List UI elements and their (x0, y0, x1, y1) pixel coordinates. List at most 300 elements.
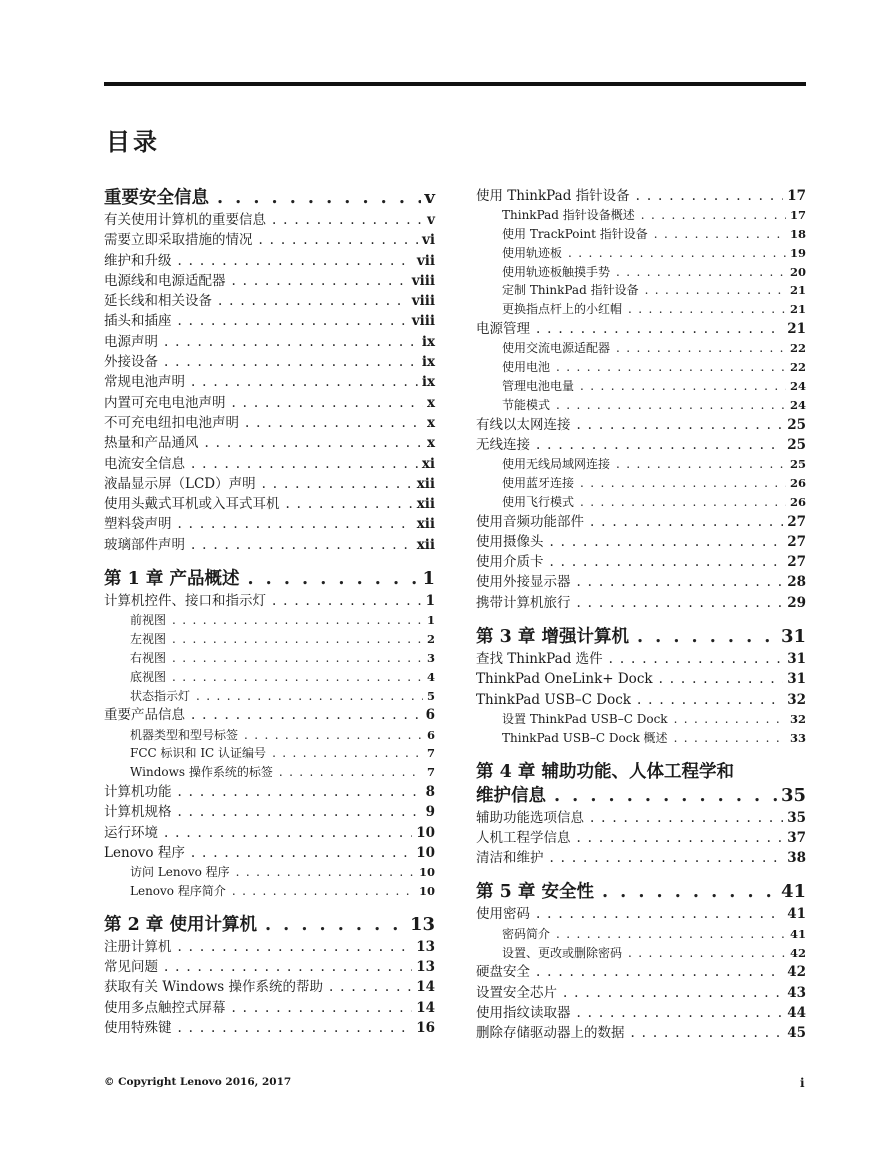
dot-leader (218, 291, 408, 311)
dot-leader (164, 957, 412, 977)
toc-page-number: ix (421, 333, 435, 350)
toc-entry-title: 第 2 章 使用计算机 (104, 914, 257, 935)
toc-subentry[interactable] (104, 726, 435, 745)
toc-page-number: 1 (422, 568, 435, 590)
dot-leader (554, 784, 777, 808)
dot-leader (637, 625, 777, 649)
toc-page-number: 45 (787, 1025, 806, 1042)
toc-page-number: 10 (418, 884, 435, 898)
toc-chapter-entry[interactable] (476, 880, 806, 904)
toc-entry[interactable] (104, 823, 435, 843)
dot-leader (563, 983, 783, 1003)
toc-entry[interactable] (104, 372, 435, 392)
toc-page-number: 5 (426, 688, 435, 703)
dot-leader (536, 435, 783, 455)
copyright-notice: © Copyright Lenovo 2016, 2017 (104, 1076, 292, 1088)
top-rule (104, 82, 806, 86)
toc-page-number: x (426, 435, 435, 452)
dot-leader (556, 925, 786, 944)
toc-subentry[interactable] (104, 687, 435, 706)
dot-leader (172, 630, 423, 649)
dot-leader (191, 372, 418, 392)
toc-page-number: 33 (789, 730, 806, 745)
toc-entry-title: 维护和升级 (104, 252, 172, 269)
toc-entry-title: 更换指点杆上的小红帽 (502, 302, 623, 317)
toc-entry[interactable] (476, 1003, 806, 1023)
toc-page-number: 41 (780, 881, 806, 903)
toc-page-number: 27 (787, 513, 806, 530)
toc-entry-title: 运行环境 (104, 824, 158, 841)
toc-entry-title: 设置 ThinkPad USB–C Dock (502, 711, 668, 726)
dot-leader (178, 251, 413, 271)
toc-entry-title: 塑料袋声明 (104, 516, 172, 533)
toc-page-number: 21 (789, 283, 806, 298)
toc-page-number: 38 (787, 850, 806, 867)
toc-entry-title: Windows 操作系统的标签 (130, 765, 273, 780)
dot-leader (272, 591, 422, 611)
dot-leader (232, 882, 415, 901)
toc-entry-title: 使用多点触控式屏幕 (104, 999, 226, 1016)
toc-entry-title: 设置、更改或删除密码 (502, 945, 623, 960)
toc-page-number: 29 (787, 594, 806, 611)
toc-entry[interactable] (476, 512, 806, 532)
toc-page-number: 7 (426, 765, 435, 780)
toc-subentry[interactable] (104, 611, 435, 630)
toc-chapter-entry[interactable] (104, 913, 435, 937)
toc-subentry[interactable] (476, 455, 806, 474)
toc-entry-title: 使用电池 (502, 360, 551, 375)
toc-entry[interactable] (104, 251, 435, 271)
toc-entry[interactable] (104, 494, 435, 514)
dot-leader (164, 332, 418, 352)
toc-entry[interactable] (476, 848, 806, 868)
toc-entry[interactable] (104, 311, 435, 331)
toc-page-number: 17 (789, 208, 806, 223)
dot-leader (178, 311, 408, 331)
toc-page-number: 31 (787, 671, 806, 688)
toc-entry[interactable] (476, 962, 806, 982)
dot-leader (536, 962, 783, 982)
toc-entry-title: 电流安全信息 (104, 455, 185, 472)
dot-leader (628, 300, 786, 319)
toc-entry-title: 计算机控件、接口和指示灯 (104, 593, 266, 610)
toc-page-number: 25 (787, 416, 806, 433)
toc-entry-title: 延长线和相关设备 (104, 293, 212, 310)
dot-leader (609, 649, 784, 669)
dot-leader (550, 532, 784, 552)
toc-page-number: 10 (416, 844, 435, 861)
dot-leader (590, 808, 783, 828)
toc-entry-title: 前视图 (130, 613, 167, 628)
toc-entry-title: 携带计算机旅行 (476, 594, 571, 611)
toc-page-number: 21 (787, 321, 806, 338)
toc-entry[interactable] (104, 535, 435, 555)
toc-subentry[interactable] (476, 710, 806, 729)
toc-entry[interactable] (476, 319, 806, 339)
dot-leader (645, 281, 786, 300)
toc-page-number: 32 (789, 711, 806, 726)
toc-entry[interactable] (476, 552, 806, 572)
toc-entry-title: 管理电池电量 (502, 378, 575, 393)
toc-page-number: 13 (416, 938, 435, 955)
toc-entry-title: 计算机功能 (104, 784, 172, 801)
toc-subentry[interactable] (104, 882, 435, 901)
dot-leader (590, 512, 783, 532)
toc-entry[interactable] (104, 230, 435, 250)
toc-entry-title: 密码简介 (502, 926, 551, 941)
toc-page-number: 27 (787, 554, 806, 571)
toc-page-number: 41 (789, 926, 806, 941)
toc-entry-title: 使用无线局域网连接 (502, 457, 611, 472)
toc-entry-title: 无线连接 (476, 436, 530, 453)
toc-entry-title: 重要产品信息 (104, 707, 185, 724)
toc-page-number: 35 (787, 809, 806, 826)
toc-page-number: 43 (787, 984, 806, 1001)
dot-leader (577, 415, 784, 435)
toc-entry-title: 不可充电纽扣电池声明 (104, 414, 239, 431)
dot-leader (550, 848, 784, 868)
toc-page-number: 20 (789, 264, 806, 279)
toc-entry-title: 常见问题 (104, 959, 158, 976)
toc-page-number: 14 (416, 999, 435, 1016)
toc-subentry[interactable] (476, 377, 806, 396)
toc-entry-title: 内置可充电电池声明 (104, 394, 226, 411)
toc-entry-title: 使用音频功能部件 (476, 513, 584, 530)
toc-page-number: viii (411, 272, 435, 289)
toc-entry-title: 使用 ThinkPad 指针设备 (476, 188, 630, 204)
toc-chapter-entry[interactable] (104, 567, 435, 591)
dot-leader (568, 244, 786, 263)
toc-entry-title: 使用摄像头 (476, 533, 544, 550)
toc-page-number: 2 (426, 632, 435, 647)
toc-chapter-entry[interactable] (476, 784, 806, 808)
toc-entry-title: 使用介质卡 (476, 554, 544, 571)
toc-entry[interactable] (104, 977, 435, 997)
toc-page-number: 21 (789, 302, 806, 317)
dot-leader (236, 863, 415, 882)
toc-entry-title: 节能模式 (502, 397, 551, 412)
toc-subentry[interactable] (476, 944, 806, 963)
toc-page-number: 31 (787, 651, 806, 668)
toc-entry[interactable] (476, 904, 806, 924)
toc-entry-title: 使用指纹读取器 (476, 1004, 571, 1021)
toc-page-number: 27 (787, 533, 806, 550)
toc-entry-title: 使用外接显示器 (476, 574, 571, 591)
dot-leader (244, 726, 423, 745)
toc-entry-title: 热量和产品通风 (104, 435, 199, 452)
toc-entry[interactable] (476, 532, 806, 552)
dot-leader (178, 514, 413, 534)
dot-leader (245, 413, 423, 433)
toc-subentry[interactable] (104, 630, 435, 649)
toc-entry[interactable] (104, 591, 435, 611)
toc-entry[interactable] (476, 572, 806, 592)
toc-entry-title: 插头和插座 (104, 313, 172, 330)
toc-entry[interactable] (476, 1023, 806, 1043)
toc-entry[interactable] (104, 433, 435, 453)
toc-page-number: 19 (789, 245, 806, 260)
toc-page-number: viii (411, 293, 435, 310)
toc-subentry[interactable] (476, 493, 806, 512)
toc-page-number: 25 (789, 457, 806, 472)
toc-page-number: 1 (426, 613, 435, 628)
dot-leader (191, 454, 418, 474)
toc-entry[interactable] (476, 808, 806, 828)
toc-chapter-entry[interactable] (476, 625, 806, 649)
toc-page-number: 44 (787, 1004, 806, 1021)
toc-entry[interactable] (104, 1018, 435, 1038)
toc-entry[interactable] (104, 352, 435, 372)
dot-leader (265, 913, 406, 937)
dot-leader (191, 843, 412, 863)
toc-page-number: v (427, 212, 435, 228)
dot-leader (247, 567, 418, 591)
toc-page-number: ix (421, 374, 435, 391)
toc-entry-title: 删除存储驱动器上的数据 (476, 1025, 625, 1042)
toc-entry-title: 获取有关 Windows 操作系统的帮助 (104, 979, 323, 996)
dot-leader (602, 880, 777, 904)
toc-entry[interactable] (476, 828, 806, 848)
dot-leader (172, 668, 423, 687)
toc-entry[interactable] (476, 690, 806, 710)
toc-page-number: xii (416, 496, 435, 513)
toc-entry-title: 人机工程学信息 (476, 829, 571, 846)
toc-entry-title: 常规电池声明 (104, 374, 185, 391)
dot-leader (259, 230, 419, 250)
dot-leader (178, 1018, 413, 1038)
dot-leader (659, 669, 784, 689)
dot-leader (616, 263, 786, 282)
toc-entry-title: 电源管理 (476, 321, 530, 338)
toc-page-number: 6 (426, 727, 435, 742)
toc-entry[interactable] (104, 705, 435, 725)
toc-entry-title: 机器类型和型号标签 (130, 727, 239, 742)
toc-entry-title: ThinkPad USB–C Dock (476, 691, 631, 708)
dot-leader (580, 474, 786, 493)
toc-entry-title: 有线以太网连接 (476, 416, 571, 433)
dot-leader (272, 210, 423, 230)
dot-leader (232, 998, 413, 1018)
dot-leader (279, 763, 423, 782)
toc-chapter-heading-line: 第 4 章 辅助功能、人体工程学和 (476, 761, 734, 782)
dot-leader (577, 1003, 784, 1023)
toc-page-number: 28 (787, 574, 806, 591)
dot-leader (536, 319, 783, 339)
toc-entry-title: Lenovo 程序简介 (130, 884, 226, 898)
toc-page-number: xii (416, 475, 435, 492)
toc-chapter-entry[interactable] (104, 186, 435, 210)
toc-entry-title: 设置安全芯片 (476, 984, 557, 1001)
toc-subentry[interactable] (476, 225, 806, 244)
toc-page-number: 10 (416, 824, 435, 841)
dot-leader (329, 977, 412, 997)
dot-leader (628, 944, 786, 963)
page-number: i (800, 1076, 805, 1090)
toc-entry[interactable] (476, 186, 806, 206)
toc-entry-title: 外接设备 (104, 354, 158, 371)
toc-page-number: 14 (416, 979, 435, 996)
toc-entry[interactable] (104, 454, 435, 474)
toc-page-number: 26 (789, 475, 806, 490)
toc-page-number: 24 (789, 378, 806, 393)
toc-subentry[interactable] (476, 729, 806, 748)
dot-leader (616, 339, 786, 358)
toc-page-number: 24 (789, 397, 806, 412)
toc-entry[interactable] (476, 593, 806, 613)
toc-page-number: v (424, 187, 435, 208)
toc-page-number: 4 (426, 669, 435, 684)
toc-page-number: vi (422, 232, 435, 249)
toc-entry[interactable] (104, 291, 435, 311)
toc-entry-title: 辅助功能选项信息 (476, 809, 584, 826)
toc-entry[interactable] (104, 514, 435, 534)
toc-subentry[interactable] (476, 281, 806, 300)
toc-entry[interactable] (104, 413, 435, 433)
toc-entry[interactable] (476, 435, 806, 455)
toc-page-number: 35 (780, 784, 806, 806)
toc-entry[interactable] (104, 802, 435, 822)
toc-entry-title: 左视图 (130, 632, 167, 647)
toc-subentry[interactable] (476, 206, 806, 225)
toc-page-number: 7 (426, 746, 435, 761)
toc-entry-title: 电源线和电源适配器 (104, 272, 226, 289)
dot-leader (674, 729, 786, 748)
toc-entry[interactable] (104, 782, 435, 802)
toc-page-number: 13 (416, 959, 435, 976)
dot-leader (641, 206, 786, 225)
toc-subentry[interactable] (476, 358, 806, 377)
dot-leader (550, 552, 784, 572)
toc-entry-title: 玻璃部件声明 (104, 536, 185, 553)
toc-entry-title: 清洁和维护 (476, 850, 544, 867)
toc-page-number: 17 (787, 188, 806, 204)
dot-leader (164, 823, 412, 843)
toc-page-number: vii (416, 252, 435, 269)
toc-subentry[interactable] (104, 863, 435, 882)
dot-leader (536, 904, 783, 924)
dot-leader (580, 377, 786, 396)
toc-page-number: 8 (425, 784, 435, 801)
toc-entry[interactable] (104, 474, 435, 494)
dot-leader (191, 705, 422, 725)
toc-page-number: 32 (787, 691, 806, 708)
toc-entry-title: 需要立即采取措施的情况 (104, 232, 253, 249)
toc-subentry[interactable] (476, 244, 806, 263)
toc-entry[interactable] (104, 210, 435, 230)
toc-page-number: ix (421, 354, 435, 371)
toc-entry[interactable] (104, 332, 435, 352)
dot-leader (232, 271, 408, 291)
dot-leader (232, 393, 423, 413)
toc-entry-title: 硬盘安全 (476, 964, 530, 981)
toc-subentry[interactable] (104, 668, 435, 687)
toc-entry-title: 右视图 (130, 650, 167, 665)
dot-leader (577, 593, 784, 613)
toc-entry-title: 使用轨迹板 (502, 245, 563, 260)
toc-entry-title: 定制 ThinkPad 指针设备 (502, 283, 639, 298)
toc-page-number: 22 (789, 341, 806, 356)
dot-leader (654, 225, 786, 244)
dot-leader (616, 455, 786, 474)
toc-entry-title: 访问 Lenovo 程序 (130, 865, 230, 880)
toc-entry[interactable] (476, 983, 806, 1003)
toc-entry-title: 使用飞行模式 (502, 494, 575, 509)
dot-leader (262, 474, 413, 494)
toc-subentry[interactable] (104, 649, 435, 668)
toc-page-number: 16 (416, 1019, 435, 1036)
toc-entry[interactable] (104, 957, 435, 977)
dot-leader (577, 572, 784, 592)
toc-entry-title: ThinkPad USB–C Dock 概述 (502, 730, 668, 745)
dot-leader (178, 937, 413, 957)
toc-entry-title: 第 1 章 产品概述 (104, 569, 240, 590)
toc-page-number: 3 (426, 650, 435, 665)
page-title: 目录 (106, 127, 160, 156)
dot-leader (178, 782, 422, 802)
toc-entry[interactable] (104, 937, 435, 957)
dot-leader (205, 433, 423, 453)
toc-page-number: 6 (425, 707, 435, 724)
toc-entry[interactable] (104, 998, 435, 1018)
toc-subentry[interactable] (476, 474, 806, 493)
toc-page-number: 13 (409, 913, 435, 935)
toc-entry[interactable] (476, 649, 806, 669)
toc-entry[interactable] (104, 393, 435, 413)
toc-page-number: xii (416, 536, 435, 553)
toc-subentry[interactable] (476, 925, 806, 944)
toc-page-number: 42 (787, 964, 806, 981)
dot-leader (191, 535, 413, 555)
toc-page-number: 31 (780, 626, 806, 648)
toc-entry-title: 维护信息 (476, 785, 546, 806)
dot-leader (577, 828, 784, 848)
dot-leader (556, 358, 786, 377)
toc-subentry[interactable] (104, 763, 435, 782)
dot-leader (178, 802, 422, 822)
toc-left-column (104, 186, 435, 1038)
dot-leader (637, 690, 783, 710)
toc-entry-title: 使用 TrackPoint 指针设备 (502, 227, 648, 242)
toc-entry-title: 计算机规格 (104, 804, 172, 821)
toc-subentry[interactable] (476, 396, 806, 415)
toc-entry[interactable] (476, 415, 806, 435)
toc-page-number: 25 (787, 436, 806, 453)
toc-subentry[interactable] (476, 300, 806, 319)
dot-leader (674, 710, 786, 729)
dot-leader (636, 186, 784, 206)
toc-entry-title: Lenovo 程序 (104, 844, 185, 861)
toc-entry-title: ThinkPad 指针设备概述 (502, 208, 635, 223)
toc-subentry[interactable] (104, 744, 435, 763)
toc-entry-title: 底视图 (130, 669, 167, 684)
dot-leader (556, 396, 786, 415)
toc-page-number: 41 (787, 906, 806, 923)
toc-subentry[interactable] (476, 339, 806, 358)
toc-entry-title: 状态指示灯 (130, 688, 191, 703)
dot-leader (272, 744, 423, 763)
toc-entry[interactable] (476, 669, 806, 689)
toc-entry[interactable] (104, 271, 435, 291)
toc-page-number: 9 (425, 804, 435, 821)
toc-page-number: 18 (789, 227, 806, 242)
toc-entry-title: 使用轨迹板触摸手势 (502, 264, 611, 279)
toc-page-number: 22 (789, 360, 806, 375)
dot-leader (286, 494, 413, 514)
toc-subentry[interactable] (476, 263, 806, 282)
toc-entry[interactable] (104, 843, 435, 863)
dot-leader (217, 186, 421, 210)
toc-page-number: x (426, 414, 435, 431)
